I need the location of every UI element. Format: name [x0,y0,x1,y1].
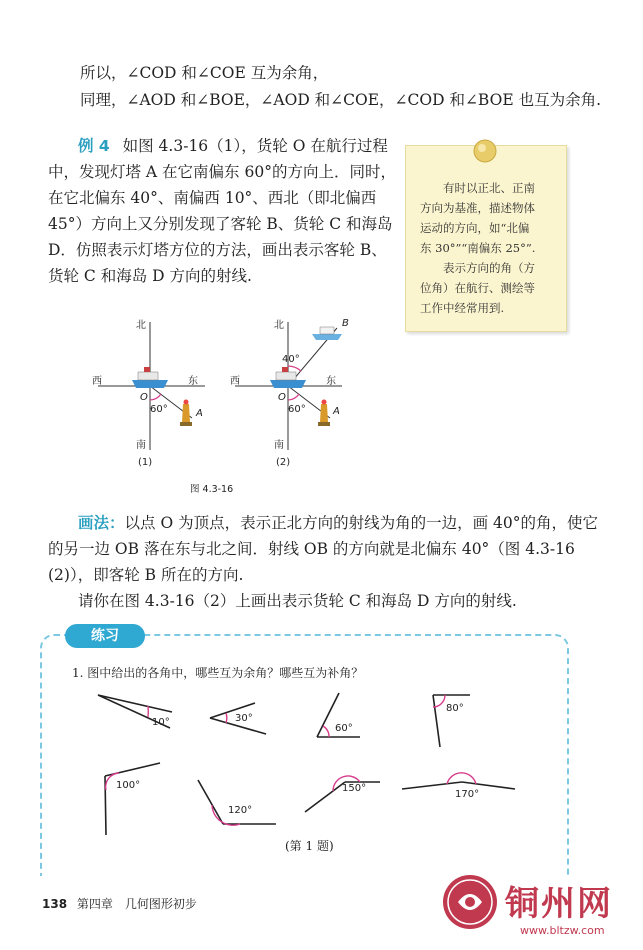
chapter-title: 第四章 几何图形初步 [76,897,197,911]
point-o-label: O [140,392,148,403]
watermark-text: 铜州网 [505,884,613,924]
angle-40-label: 40° [282,354,300,365]
angle-label: 100° [116,780,141,791]
angle-label: 60° [335,723,353,734]
passenger-ship-icon [312,327,342,340]
example-line: 中，发现灯塔 A 在它南偏东 60°的方向上．同时， [48,163,396,181]
exercise-title: 练习 [65,624,145,648]
method-line-1: 画法：以点 O 为顶点，表示正北方向的射线为角的一边，画 40°的角，使它 [78,514,598,532]
diagram-2 [230,318,349,468]
east-label: 东 [188,376,198,387]
example-label: 例 4 [78,137,110,155]
watermark-url: www.bltzw.com [520,924,605,937]
angle-label: 150° [342,783,367,794]
west-label: 西 [92,376,102,387]
method-line: 的另一边 OB 落在东与北之间．射线 OB 的方向就是北偏东 40°（图 4.3-16 [48,540,575,558]
text-line: 所以，∠COD 和∠COE 互为余角， [80,64,329,82]
diagram-1 [92,319,205,468]
method-line: (2)），即客轮 B 所在的方向. [48,566,244,584]
page-footer [42,895,197,912]
method-label: 画法： [78,514,125,532]
point-a-label: A [196,408,203,419]
lighthouse-icon [318,400,330,427]
example-line: D．仿照表示灯塔方位的方法，画出表示客轮 B、 [48,241,387,259]
south-label: 南 [274,440,284,451]
angle-label: 10° [152,717,170,728]
angle-label: 170° [455,789,480,800]
exercise-angles [90,685,540,855]
method-line: 请你在图 4.3-16（2）上画出表示货轮 C 和海岛 D 方向的射线. [78,592,517,610]
figure-4-3-16 [80,310,380,510]
west-label: 西 [230,376,240,387]
example-line: 45°）方向上又分别发现了客轮 B、货轮 C 和海岛 [48,215,393,233]
figure-caption: 图 4.3-16 [190,484,234,495]
side-note: 有时以正北、正南 方向为基准，描述物体 运动的方向，如“北偏 东 30°”“南偏东 25°”. 表示方向的角（方 位角）在航行、测绘等 工作中经常用到. [405,145,567,332]
south-label: 南 [136,440,146,451]
example-line-1: 例 4 如图 4.3-16（1），货轮 O 在航行过程 [78,137,388,155]
text-line: 同理，∠AOD 和∠BOE，∠AOD 和∠COE，∠COD 和∠BOE 也互为余角. [80,91,601,109]
page-number: 138 [42,897,68,911]
angle-60-label: 60° [288,404,306,415]
subfigure-1-label: (1) [138,457,153,468]
lighthouse-icon [180,400,192,427]
east-label: 东 [326,376,336,387]
example-line: 在它北偏东 40°、南偏西 10°、西北（即北偏西 [48,189,377,207]
angle-label: 80° [446,703,464,714]
north-label: 北 [136,320,146,331]
angle-label: 120° [228,805,253,816]
ship-icon [132,367,168,388]
watermark-logo-icon [440,872,500,932]
point-a-label: A [333,406,340,417]
pin-icon [468,134,502,168]
angle-label: 30° [235,713,253,724]
angle-60-label: 60° [150,404,168,415]
point-b-label: B [342,318,349,329]
north-label: 北 [274,320,284,331]
subfigure-2-label: (2) [276,457,291,468]
point-o-label: O [278,392,286,403]
exercise-caption: (第 1 题) [285,839,334,853]
exercise-question: 1. 图中给出的各角中，哪些互为余角？哪些互为补角？ [72,666,364,680]
example-line: 货轮 C 和海岛 D 方向的射线. [48,267,252,285]
